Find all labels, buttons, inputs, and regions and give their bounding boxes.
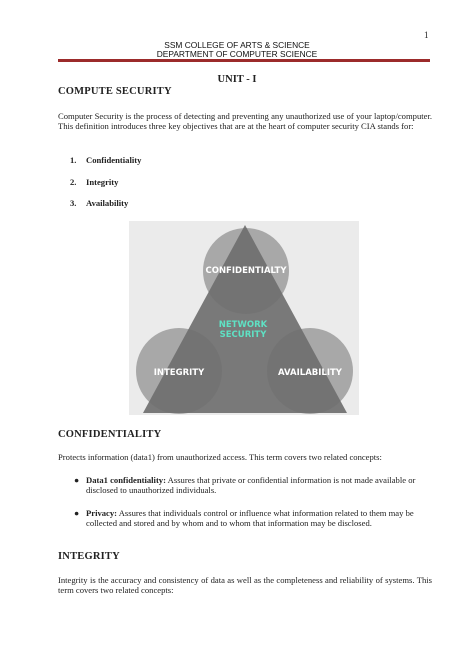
compute-security-paragraph: Computer Security is the process of detecting and preventing any unauthorized use of your laptop/computer. This definition introduces three key objectives that are at the heart of computer security CIA stands for:	[58, 111, 432, 132]
page-header	[0, 41, 474, 59]
cia-triad-diagram	[129, 221, 359, 415]
objective-label: Confidentiality	[86, 155, 142, 165]
availability-diagram-label: AVAILABILITY	[278, 368, 342, 378]
bullet-text	[86, 475, 416, 496]
integrity-diagram-label: INTEGRITY	[153, 368, 205, 378]
bullet-dot-icon: ●	[74, 508, 80, 518]
network-security-label-line2: SECURITY	[219, 330, 267, 340]
triad-triangle	[143, 225, 347, 413]
bullet-dot-icon: ●	[74, 475, 80, 485]
integrity-intro: Integrity is the accuracy and consistency of data as well as the completeness and reliability of systems. This term covers two related concepts:	[58, 575, 432, 596]
header-divider	[58, 59, 430, 62]
objective-item	[70, 177, 118, 187]
college-name: SSM COLLEGE OF ARTS & SCIENCE	[164, 40, 310, 50]
bullet-term: Privacy:	[86, 508, 118, 518]
objective-item	[70, 198, 128, 208]
network-security-label-line1: NETWORK	[218, 320, 268, 330]
objective-label: Integrity	[86, 177, 119, 187]
objective-number: 1.	[70, 155, 77, 165]
section-heading-confidentiality: CONFIDENTIALITY	[58, 429, 162, 440]
bullet-item	[74, 475, 416, 496]
page-number: 1	[424, 30, 429, 40]
section-heading-integrity: INTEGRITY	[58, 551, 120, 562]
objective-number: 2.	[70, 177, 77, 187]
objective-label: Availability	[86, 198, 129, 208]
department-name: DEPARTMENT OF COMPUTER SCIENCE	[156, 49, 318, 60]
bullet-description: Assures that individuals control or influence what information related to them may be collected and stored and by whom and to whom that information may be disclosed.	[86, 508, 414, 529]
confidentiality-intro: Protects information (data1) from unauthorized access. This term covers two related concepts:	[58, 452, 382, 462]
bullet-term: Data1 confidentiality:	[86, 475, 166, 485]
objective-number: 3.	[70, 198, 77, 208]
bullet-item	[74, 508, 414, 529]
bullet-text	[86, 508, 416, 529]
unit-title: UNIT - I	[217, 74, 257, 85]
section-heading-compute-security: COMPUTE SECURITY	[58, 86, 172, 97]
cia-triad-svg	[129, 221, 359, 415]
confidentiality-diagram-label: CONFIDENTIALTY	[205, 266, 287, 276]
objective-item	[70, 155, 141, 165]
bullet-description: Assures that private or confidential information is not made available or disclosed to unauthorized individuals.	[86, 475, 416, 496]
